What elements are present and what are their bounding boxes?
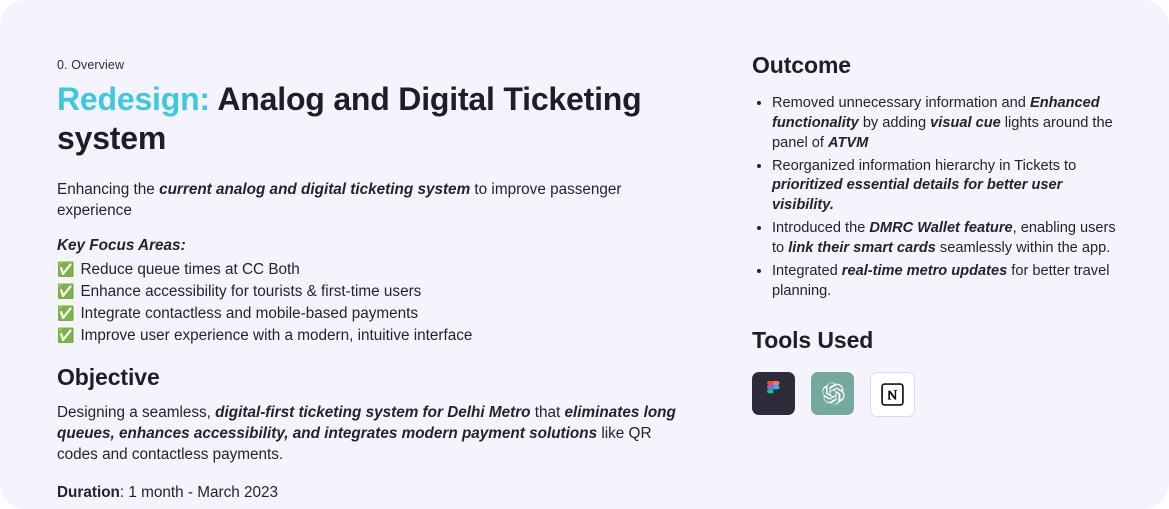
outcome-em1: real-time metro updates: [841, 262, 1008, 279]
list-item-label: Reduce queue times at CC Both: [80, 261, 300, 279]
intro-paragraph: [57, 180, 677, 221]
outcome-pre: Introduced the: [772, 220, 870, 237]
tools-used-heading: Tools Used: [752, 327, 874, 354]
section-eyebrow: 0. Overview: [57, 58, 125, 72]
outcome-em2: link their smart cards: [788, 239, 936, 256]
check-icon: ✅: [57, 304, 75, 321]
page-title: [57, 80, 677, 158]
page-title-accent: Redesign:: [57, 81, 210, 117]
list-item: [772, 261, 1122, 302]
objective-post: like QR codes and contactless payments.: [57, 424, 652, 463]
outcome-em2: visual cue: [930, 114, 1001, 131]
left-column: [57, 58, 677, 504]
check-icon: ✅: [57, 326, 75, 343]
key-focus-list: [57, 259, 677, 346]
page-title-rest: Analog and Digital Ticketing system: [57, 81, 642, 157]
list-item-label: Improve user experience with a modern, intuitive interface: [80, 326, 473, 344]
intro-post: to improve passenger experience: [57, 181, 622, 219]
intro-emphasis: current analog and digital ticketing system: [159, 181, 471, 199]
outcome-em1: Enhanced functionality: [772, 95, 1100, 131]
list-item-label: Integrate contactless and mobile-based payments: [80, 304, 419, 322]
list-item: [57, 259, 677, 281]
objective-emphasis-2: eliminates long queues, enhances accessibility, and integrates modern payment solutions: [57, 404, 676, 442]
duration-label: Duration: [57, 484, 120, 502]
outcome-em1: DMRC Wallet feature: [869, 220, 1013, 237]
key-focus-heading: Key Focus Areas:: [57, 237, 186, 255]
duration-line: [57, 483, 677, 504]
outcome-em1: prioritized essential details for better user visibility.: [772, 177, 1063, 214]
outcome-pre: Removed unnecessary information and: [772, 95, 1030, 111]
list-item: [772, 156, 1122, 217]
objective-mid: that: [530, 404, 565, 422]
outcome-post: lights around the panel of: [772, 114, 1113, 151]
duration-value: : 1 month - March 2023: [119, 484, 279, 502]
check-icon: ✅: [57, 261, 75, 278]
outcome-pre: Reorganized information hierarchy in Tickets to: [772, 157, 1077, 174]
objective-paragraph: [57, 403, 677, 465]
list-item: [57, 303, 677, 325]
outcome-mid: by adding: [858, 114, 931, 131]
chatgpt-icon[interactable]: [811, 372, 854, 415]
list-item: [772, 218, 1122, 259]
figma-icon[interactable]: [752, 372, 795, 415]
intro-pre: Enhancing the: [57, 181, 160, 199]
outcome-heading: Outcome: [752, 52, 851, 78]
outcome-mid: , enabling users to: [772, 220, 1116, 256]
outcome-em3: ATVM: [828, 134, 869, 151]
outcome-list: [752, 93, 1122, 301]
check-icon: ✅: [57, 283, 75, 300]
objective-pre: Designing a seamless,: [57, 404, 216, 422]
list-item: [772, 93, 1122, 154]
right-column: [752, 52, 1122, 417]
list-item: [57, 281, 677, 303]
outcome-pre: Integrated: [772, 262, 842, 279]
list-item-label: Enhance accessibility for tourists & first-time users: [80, 283, 422, 301]
tools-row: [752, 372, 1122, 417]
objective-heading: Objective: [57, 364, 160, 391]
list-item: [57, 325, 677, 347]
outcome-post: seamlessly within the app.: [935, 239, 1111, 256]
outcome-mid: for better travel planning.: [772, 262, 1110, 299]
notion-icon[interactable]: [870, 372, 915, 417]
objective-emphasis-1: digital-first ticketing system for Delhi Metro: [215, 404, 531, 422]
